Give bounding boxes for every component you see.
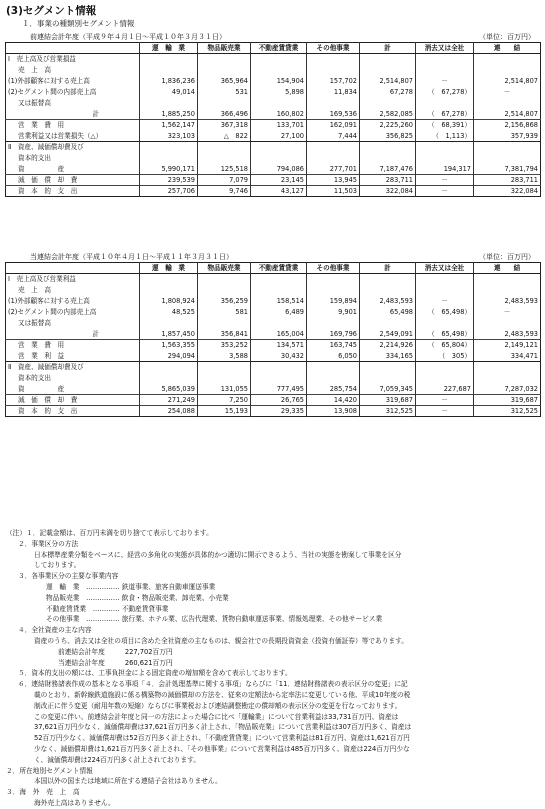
table-cell [360, 362, 416, 373]
table-cell: 6,489 [251, 307, 307, 318]
table-cell [251, 142, 307, 153]
table-cell: （ 65,498） [416, 307, 474, 318]
table-cell: 159,894 [307, 296, 360, 307]
table-row [6, 87, 541, 98]
table-cell: － [416, 175, 474, 186]
curr-segment-table [5, 262, 541, 417]
table-cell: － [416, 406, 474, 417]
table-cell [416, 54, 474, 65]
table-cell [416, 98, 474, 109]
table-cell [198, 65, 251, 76]
row-label: 又は振替高 [18, 319, 51, 327]
table-cell: － [416, 395, 474, 406]
row-label: 営業利益又は営業損失（△） [6, 131, 140, 142]
table-cell [251, 274, 307, 285]
table-cell: 1,808,924 [140, 296, 198, 307]
table-cell: 2,483,593 [474, 296, 541, 307]
table-cell: 23,145 [251, 175, 307, 186]
table-cell [307, 65, 360, 76]
table-cell [251, 98, 307, 109]
table-cell: （ 1,113） [416, 131, 474, 142]
table-row [6, 296, 541, 307]
table-cell [474, 362, 541, 373]
table-cell: － [474, 87, 541, 98]
table-row [6, 54, 541, 65]
table-cell: 367,318 [198, 120, 251, 131]
table-cell: 43,127 [251, 186, 307, 197]
table-cell: 158,514 [251, 296, 307, 307]
table-cell: 13,908 [307, 406, 360, 417]
table-cell: 7,079 [198, 175, 251, 186]
table-cell [140, 362, 198, 373]
table-cell [360, 98, 416, 109]
table-cell [307, 274, 360, 285]
prev-segment-table [5, 42, 541, 197]
table-cell: 7,381,794 [474, 164, 541, 175]
table-cell [140, 65, 198, 76]
table-row [6, 131, 541, 142]
table-cell: 323,103 [140, 131, 198, 142]
table-cell: 2,514,807 [360, 76, 416, 87]
note-line: しております。 [34, 561, 81, 570]
table-row [6, 65, 541, 76]
table-row [6, 153, 541, 164]
column-header: 物品販売業 [198, 263, 251, 274]
table-cell: 2,225,260 [360, 120, 416, 131]
table-cell: 1,562,147 [140, 120, 198, 131]
table-cell [140, 153, 198, 164]
row-label: Ⅰ 売上高及び営業損益 [6, 54, 140, 65]
table-cell: 283,711 [474, 175, 541, 186]
table-cell: 49,014 [140, 87, 198, 98]
table-cell: 581 [198, 307, 251, 318]
table-cell: 356,825 [360, 131, 416, 142]
table-cell: 7,250 [198, 395, 251, 406]
table-cell: 334,471 [474, 351, 541, 362]
row-label: Ⅱ 資産、減価償却費及び [8, 143, 84, 152]
table-cell: 2,214,926 [360, 340, 416, 351]
column-header: 不動産賃貸業 [251, 43, 307, 54]
note-line: 制改正に伴う変更（耐用年数の短縮）ならびに事業税および連結調整勘定の償却額の表示区分の変更を行なっております。 [34, 701, 402, 710]
row-label: Ⅰ 売上高及び営業利益 [6, 274, 140, 285]
table-row [6, 373, 541, 384]
curr-period-label: 当連結会計年度（平成１０年４月１日～平成１１年３月３１日） [30, 253, 233, 261]
table-cell: 2,514,807 [474, 109, 541, 120]
table-cell: 7,059,345 [360, 384, 416, 395]
table-cell: 227,687 [416, 384, 474, 395]
table-cell [360, 65, 416, 76]
table-cell: 319,687 [474, 395, 541, 406]
row-label: 計 [92, 329, 99, 338]
row-label: (2)セグメント間の内部売上高 [8, 308, 97, 316]
note-line: 運 輸 業 …………… 鉄道事業、旅客自動車運送事業 [46, 582, 216, 591]
table-row [6, 109, 541, 120]
table-cell [140, 142, 198, 153]
table-cell [198, 362, 251, 373]
note-line: ３．各事業区分の主要な事業内容 [18, 572, 119, 581]
table-cell [360, 54, 416, 65]
table-cell: 285,754 [307, 384, 360, 395]
column-header [6, 263, 140, 274]
table-cell [251, 54, 307, 65]
table-cell: （ 67,278） [416, 109, 474, 120]
table-cell: 2,483,593 [360, 296, 416, 307]
table-cell: 1,885,250 [140, 109, 198, 120]
row-label: 売 上 高 [18, 66, 51, 74]
table-cell [198, 274, 251, 285]
table-cell [416, 153, 474, 164]
row-label: (1)外部顧客に対する売上高 [8, 297, 90, 305]
table-cell: 1,563,355 [140, 340, 198, 351]
table-cell: 9,746 [198, 186, 251, 197]
table-cell [416, 373, 474, 384]
table-cell [360, 142, 416, 153]
table-cell [198, 318, 251, 329]
table-cell [140, 373, 198, 384]
table-cell [251, 153, 307, 164]
table-cell: 11,834 [307, 87, 360, 98]
table-cell [307, 142, 360, 153]
note-line: 海外売上高はありません。 [34, 798, 115, 807]
table-cell: （ 305） [416, 351, 474, 362]
table-cell: 29,335 [251, 406, 307, 417]
table-cell [198, 142, 251, 153]
table-cell: 322,084 [474, 186, 541, 197]
table-row [6, 395, 541, 406]
table-cell: （ 68,391） [416, 120, 474, 131]
table-cell [198, 285, 251, 296]
table-cell: 365,964 [198, 76, 251, 87]
table-row [6, 318, 541, 329]
table-cell: 7,444 [307, 131, 360, 142]
table-cell: 319,687 [360, 395, 416, 406]
column-header: 連 結 [474, 263, 541, 274]
table-cell: 1,836,236 [140, 76, 198, 87]
table-row [6, 175, 541, 186]
note-line: ３．海 外 売 上 高 [6, 788, 80, 797]
table-cell [307, 362, 360, 373]
table-cell: △ 822 [198, 131, 251, 142]
section-heading: １．事業の種類別セグメント情報 [22, 19, 135, 28]
table-cell: 239,539 [140, 175, 198, 186]
table-cell: 283,711 [360, 175, 416, 186]
curr-unit-label: （単位：百万円） [479, 253, 535, 261]
note-line: ６．連結財務諸表作成の基本となる事項「４．会計処理基準に関する事項」ならびに「11．連結財務諸表の表示区分の変更」に記 [18, 680, 408, 689]
table-cell [360, 153, 416, 164]
column-header [6, 43, 140, 54]
column-header: その他事業 [307, 43, 360, 54]
table-cell: 271,249 [140, 395, 198, 406]
table-row [6, 164, 541, 175]
table-cell: 7,187,476 [360, 164, 416, 175]
table-cell [474, 274, 541, 285]
table-row [6, 274, 541, 285]
table-cell [474, 142, 541, 153]
table-cell: 11,503 [307, 186, 360, 197]
table-cell: 2,156,868 [474, 120, 541, 131]
table-cell [307, 54, 360, 65]
table-cell: 14,420 [307, 395, 360, 406]
table-cell: － [474, 307, 541, 318]
note-line: 日本標準産業分類をベースに、経営の多角化の実態が具体的かつ適切に開示できるよう、当社の実態を勘案して事業を区分 [34, 550, 402, 559]
table-cell: 162,091 [307, 120, 360, 131]
table-cell: 194,317 [416, 164, 474, 175]
table-cell [140, 54, 198, 65]
note-line: 前連結会計年度 227,702百万円 [58, 647, 173, 656]
table-cell [474, 153, 541, 164]
table-row [6, 340, 541, 351]
table-cell [251, 362, 307, 373]
table-header-row [6, 263, 541, 274]
table-cell: 6,050 [307, 351, 360, 362]
table-cell [360, 274, 416, 285]
table-cell: 27,100 [251, 131, 307, 142]
table-cell: 312,525 [360, 406, 416, 417]
table-cell: 531 [198, 87, 251, 98]
table-cell: （ 67,278） [416, 87, 474, 98]
row-label: (2)セグメント間の内部売上高 [8, 88, 97, 96]
table-cell: 26,765 [251, 395, 307, 406]
table-cell [140, 285, 198, 296]
column-header: 計 [360, 263, 416, 274]
note-line: 不動産賃貸業 ………… 不動産賃貸事業 [46, 604, 169, 613]
table-cell [474, 373, 541, 384]
row-label: 減 価 償 却 費 [6, 175, 140, 186]
table-cell [416, 142, 474, 153]
note-line: その他事業 …………… 旅行業、ホテル業、広告代理業、貨物自動車運送事業、情報処理業、その他サービス業 [46, 615, 383, 624]
table-row [6, 285, 541, 296]
note-line: ２．事業区分の方法 [18, 539, 79, 548]
table-cell [474, 65, 541, 76]
table-row [6, 351, 541, 362]
table-cell [140, 318, 198, 329]
table-cell: － [416, 186, 474, 197]
table-cell: 48,525 [140, 307, 198, 318]
table-cell [360, 318, 416, 329]
page-title: (3)セグメント情報 [6, 5, 97, 17]
note-line: 52百万円少なく、減価償却費は52百万円多く計上され、「不動産賃貸業」について営業利益は81百万円、資産は1,621百万円 [34, 734, 410, 743]
table-cell: 5,865,039 [140, 384, 198, 395]
column-header: 運 輸 業 [140, 263, 198, 274]
table-cell: 169,796 [307, 329, 360, 340]
table-row [6, 76, 541, 87]
note-line: 本国以外の国または地域に所在する連結子会社はありません。 [34, 777, 222, 786]
table-cell: 160,802 [251, 109, 307, 120]
table-header-row [6, 43, 541, 54]
table-cell: 15,193 [198, 406, 251, 417]
table-cell: 294,094 [140, 351, 198, 362]
table-cell [198, 98, 251, 109]
table-cell [198, 153, 251, 164]
table-row [6, 142, 541, 153]
row-label: (1)外部顧客に対する売上高 [8, 77, 90, 85]
note-line: く、減価償却費は224百万円多く計上されております。 [34, 755, 200, 764]
table-cell [140, 98, 198, 109]
table-cell: 777,495 [251, 384, 307, 395]
table-cell [416, 285, 474, 296]
table-cell: 65,498 [360, 307, 416, 318]
table-cell [251, 285, 307, 296]
table-cell [307, 373, 360, 384]
column-header: 連 結 [474, 43, 541, 54]
table-cell [360, 373, 416, 384]
table-cell [251, 65, 307, 76]
table-row [6, 362, 541, 373]
table-cell [474, 285, 541, 296]
table-cell [416, 274, 474, 285]
column-header: 不動産賃貸業 [251, 263, 307, 274]
table-cell: 353,252 [198, 340, 251, 351]
table-row [6, 98, 541, 109]
note-line: 物品販売業 …………… 飲食・物品販売業、卸売業、小売業 [46, 593, 229, 602]
table-cell [307, 318, 360, 329]
row-label: 資 産 [18, 384, 65, 393]
row-label: Ⅱ 資産、減価償却費及び [8, 363, 84, 372]
table-cell: 356,259 [198, 296, 251, 307]
table-cell: 30,432 [251, 351, 307, 362]
note-line: 当連結会計年度 260,621百万円 [58, 658, 173, 667]
table-cell [416, 65, 474, 76]
table-cell: 257,706 [140, 186, 198, 197]
table-row [6, 186, 541, 197]
table-cell: 312,525 [474, 406, 541, 417]
row-label: 営 業 費 用 [6, 120, 140, 131]
table-cell [251, 318, 307, 329]
note-line: 少なく、減価償却費は1,621百万円多く計上され、「その他事業」について営業利益は485百万円多く、資産は224百万円少な [34, 744, 410, 753]
table-cell: 5,990,171 [140, 164, 198, 175]
table-row [6, 406, 541, 417]
table-cell: 154,904 [251, 76, 307, 87]
table-cell: 5,898 [251, 87, 307, 98]
table-cell [307, 285, 360, 296]
note-line: この変更に伴い、前連結会計年度と同一の方法によった場合に比べ「運輸業」について営業利益は33,731百万円、資産は [34, 712, 399, 721]
note-line: 資産のうち、消去又は全社の項目に含めた全社資産の主なものは、親会社での長期投資資金（投資有価証券）等であります。 [34, 636, 408, 645]
table-cell [360, 285, 416, 296]
row-label: 営 業 費 用 [6, 340, 140, 351]
table-cell: 356,841 [198, 329, 251, 340]
table-cell: 357,939 [474, 131, 541, 142]
table-row [6, 384, 541, 395]
table-cell: 13,945 [307, 175, 360, 186]
table-row [6, 307, 541, 318]
row-label: 資本的支出 [18, 374, 51, 382]
column-header: その他事業 [307, 263, 360, 274]
table-cell: 169,536 [307, 109, 360, 120]
table-cell: 2,582,085 [360, 109, 416, 120]
column-header: 物品販売業 [198, 43, 251, 54]
column-header: 消去又は全社 [416, 43, 474, 54]
table-cell: 366,496 [198, 109, 251, 120]
table-cell: 157,702 [307, 76, 360, 87]
table-cell: 2,483,593 [474, 329, 541, 340]
row-label: 売 上 高 [18, 286, 51, 294]
table-cell: 3,588 [198, 351, 251, 362]
table-cell: 9,901 [307, 307, 360, 318]
table-cell [474, 98, 541, 109]
table-cell [474, 54, 541, 65]
note-line: （注）１．記載金額は、百万円未満を切り捨てて表示しております。 [6, 529, 213, 537]
table-cell: 67,278 [360, 87, 416, 98]
note-line: 37,621百万円少なく、減価償却費は37,621百万円多く計上され、「物品販売業」について営業利益は307百万円多く、資産は [34, 723, 412, 732]
row-label: 減 価 償 却 費 [6, 395, 140, 406]
table-cell: 322,084 [360, 186, 416, 197]
note-line: ４．全社資産の主な内容 [18, 626, 92, 635]
table-cell: 334,165 [360, 351, 416, 362]
table-cell [474, 318, 541, 329]
row-label: 資 本 的 支 出 [6, 186, 140, 197]
table-cell: 1,857,450 [140, 329, 198, 340]
table-cell: 163,745 [307, 340, 360, 351]
column-header: 消去又は全社 [416, 263, 474, 274]
table-cell: （ 65,804） [416, 340, 474, 351]
table-row [6, 329, 541, 340]
table-cell: 134,571 [251, 340, 307, 351]
table-cell [307, 98, 360, 109]
table-cell [198, 54, 251, 65]
row-label: 計 [92, 109, 99, 118]
table-cell: 7,287,032 [474, 384, 541, 395]
row-label: 資 本 的 支 出 [6, 406, 140, 417]
row-label: 資 産 [18, 164, 65, 173]
table-cell: 125,518 [198, 164, 251, 175]
table-cell: 2,149,121 [474, 340, 541, 351]
table-cell: 277,701 [307, 164, 360, 175]
table-cell: 2,549,091 [360, 329, 416, 340]
table-cell: （ 65,498） [416, 329, 474, 340]
table-cell: 131,055 [198, 384, 251, 395]
notes-section [6, 528, 540, 809]
table-cell [416, 318, 474, 329]
row-label: 又は振替高 [18, 99, 51, 107]
table-cell: － [416, 76, 474, 87]
table-cell: 165,004 [251, 329, 307, 340]
row-label: 資本的支出 [18, 154, 51, 162]
table-cell: 2,514,807 [474, 76, 541, 87]
table-row [6, 120, 541, 131]
table-cell [198, 373, 251, 384]
table-cell [416, 362, 474, 373]
prev-period-label: 前連結会計年度（平成９年４月１日～平成１０年３月３１日） [30, 33, 226, 41]
table-cell [251, 373, 307, 384]
column-header: 運 輸 業 [140, 43, 198, 54]
table-cell [140, 274, 198, 285]
table-cell [307, 153, 360, 164]
table-cell: 254,088 [140, 406, 198, 417]
note-line: ５．資本的支出の額には、工事負担金による固定資産の増加額を含めて表示しております。 [18, 669, 292, 678]
note-line: 載のとおり、新幹線鉄道施設に係る構築物の減価償却の方法を、従来の定額法から定率法に変更している他、平成10年度の税 [34, 690, 411, 699]
table-cell: － [416, 296, 474, 307]
table-cell: 794,086 [251, 164, 307, 175]
column-header: 計 [360, 43, 416, 54]
row-label: 営 業 利 益 [6, 351, 140, 362]
prev-unit-label: （単位：百万円） [479, 33, 535, 41]
table-cell: 133,701 [251, 120, 307, 131]
note-line: ２．所在地別セグメント情報 [6, 766, 93, 775]
